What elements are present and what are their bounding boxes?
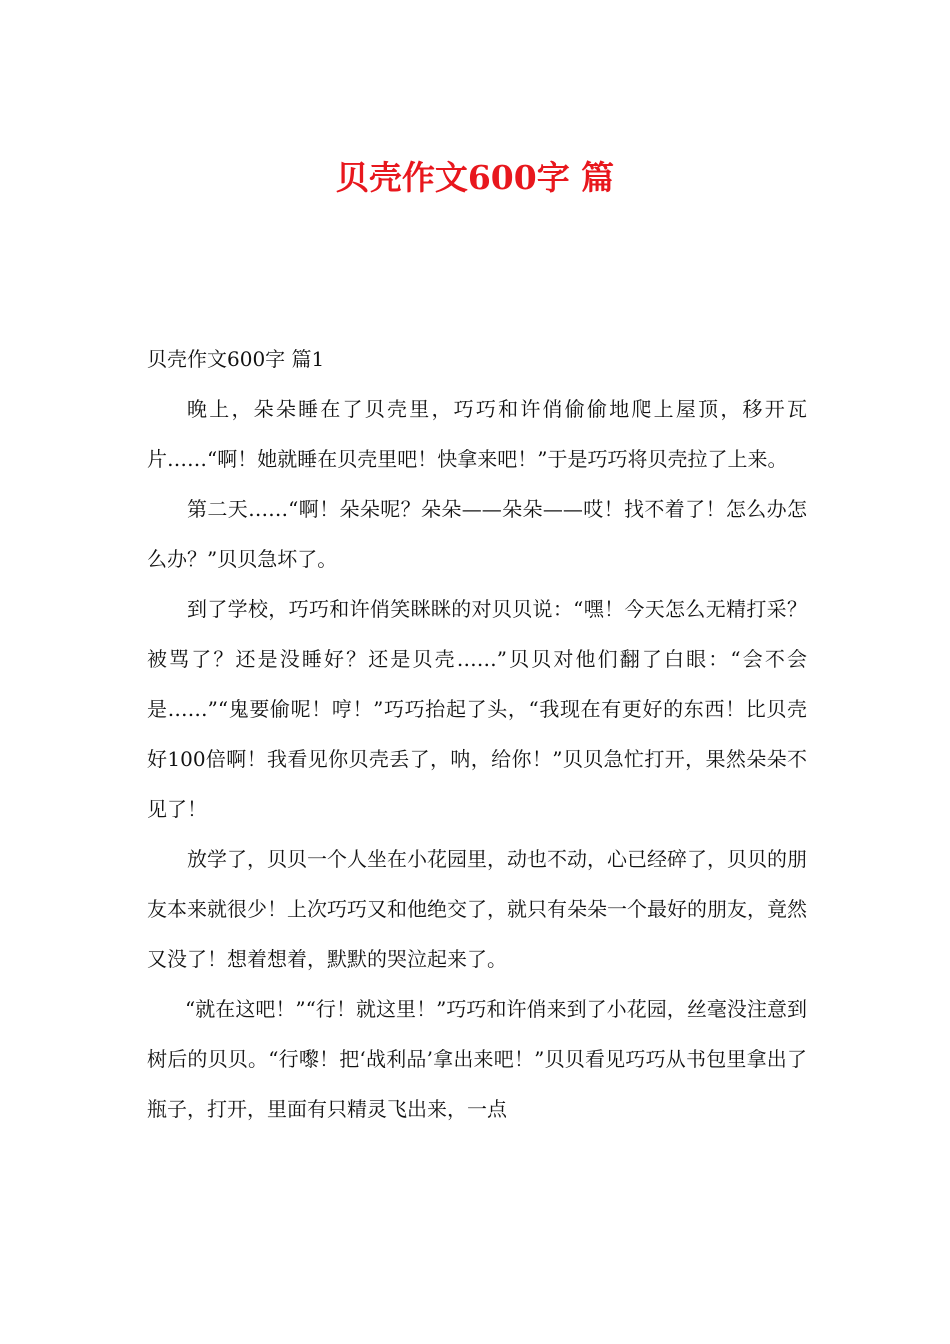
paragraph-1: 晚上，朵朵睡在了贝壳里，巧巧和许俏偷偷地爬上屋顶，移开瓦片……“啊！她就睡在贝壳里吧！快拿来吧！”于是巧巧将贝壳拉了上来。 [147, 397, 807, 471]
paragraph-5: “就在这吧！”“行！就这里！”巧巧和许俏来到了小花园，丝毫没注意到树后的贝贝。“行嚟！把‘战利品’拿出来吧！”贝贝看见巧巧从书包里拿出了瓶子，打开，里面有只精灵飞出来，一点 [147, 997, 807, 1121]
section-heading: 贝壳作文600字 篇1 [147, 347, 325, 371]
document-title: 贝壳作文600字 篇 [335, 158, 615, 197]
paragraph-2: 第二天……“啊！朵朵呢？朵朵——朵朵——哎！找不着了！怎么办怎么办？”贝贝急坏了。 [147, 497, 807, 571]
paragraph-3: 到了学校，巧巧和许俏笑眯眯的对贝贝说：“嘿！今天怎么无精打采？被骂了？还是没睡好？还是贝壳……”贝贝对他们翻了白眼：“会不会是……”“鬼要偷呢！哼！”巧巧抬起了头，“我现在有更好的东西！比贝壳好100倍啊！我看见你贝壳丢了，呐，给你！”贝贝急忙打开，果然朵朵不见了！ [147, 597, 807, 821]
paragraph-4: 放学了，贝贝一个人坐在小花园里，动也不动，心已经碎了，贝贝的朋友本来就很少！上次巧巧又和他绝交了，就只有朵朵一个最好的朋友，竟然又没了！想着想着，默默的哭泣起来了。 [147, 847, 807, 971]
document-body [147, 334, 807, 1134]
